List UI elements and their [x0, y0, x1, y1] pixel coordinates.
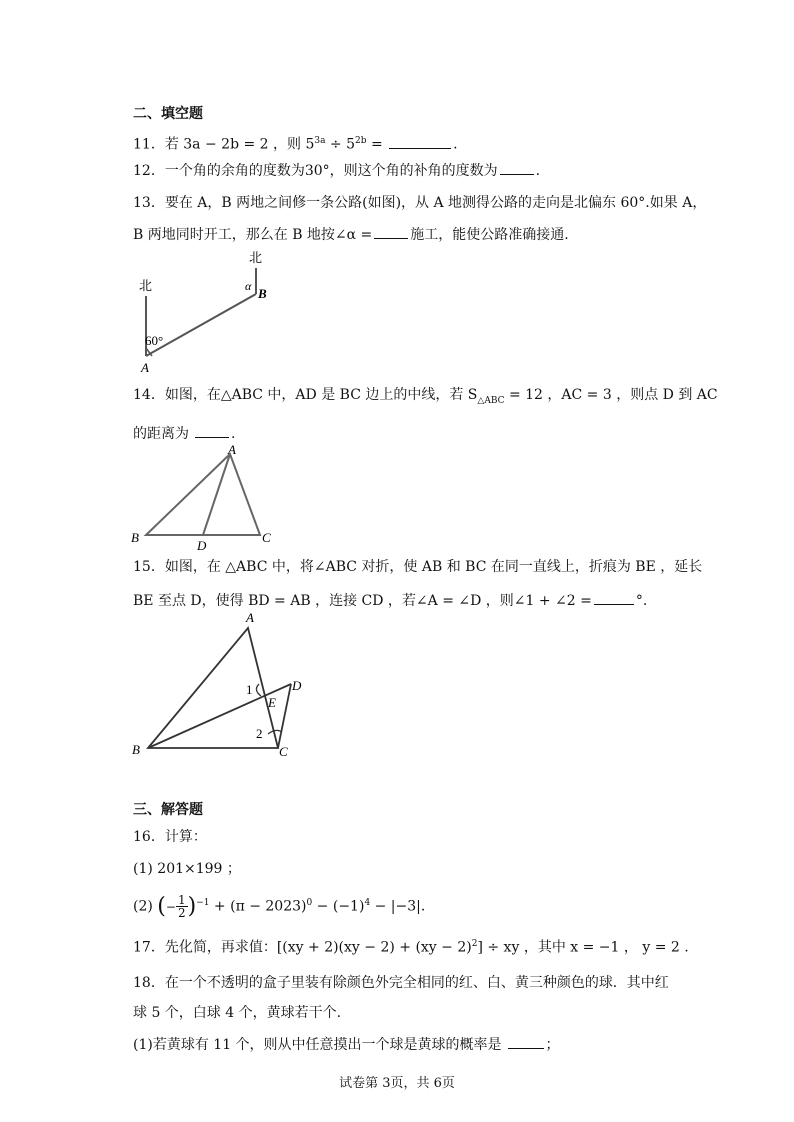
q13-line2a: B 两地同时开工，那么在 B 地按∠α =: [133, 227, 373, 243]
question-14-line2: [133, 423, 235, 444]
q11-answer-blank[interactable]: [389, 134, 451, 149]
section-heading-fill-in: 二、填空题: [133, 106, 203, 122]
figure-13-road: [130, 244, 280, 376]
figure-14-triangle: [130, 444, 280, 554]
question-15-line1: 15．如图，在 △ABC 中，将∠ABC 对折，使 AB 和 BC 在同一直线上，折痕为 BE ，延长: [133, 559, 703, 575]
q18-answer-blank[interactable]: [508, 1034, 544, 1049]
q16-part2-d: − (−1): [312, 898, 365, 915]
q11-pre: 若 3a − 2b = 2 ，则 5: [164, 136, 315, 153]
question-15-line2: [133, 590, 647, 611]
q15-answer-blank[interactable]: [594, 590, 634, 605]
q15-line2a: BE 至点 D，使得 BD = AB ，连接 CD ，若∠A = ∠D ，则∠1 + ∠2 =: [133, 593, 592, 609]
q16-left-paren: (: [157, 893, 166, 919]
q12-answer-blank[interactable]: [500, 160, 534, 175]
question-16-part1: (1) 201×199 ；: [133, 861, 241, 877]
question-14-line1: [133, 385, 718, 411]
q11-number: 11．: [133, 136, 165, 153]
q17-d: ] ÷ xy ，其中 x = −1 ， y = 2 .: [477, 939, 689, 956]
q16-part2-b: + (π − 2023): [213, 898, 307, 915]
q12-text: 12．一个角的余角的度数为30°，则这个角的补角的度数为: [133, 163, 498, 179]
question-11: [133, 131, 458, 155]
fig15-point-a: A: [246, 610, 254, 625]
q16-part2-f: − |−3|.: [370, 898, 426, 915]
question-16-title: 16．计算：: [133, 829, 207, 845]
question-17: [133, 934, 689, 958]
fig14-triangle-abc: [146, 454, 260, 535]
q17-exp2: 2: [471, 939, 478, 949]
q18-end: ；: [545, 1037, 560, 1053]
fig13-north-label-a: 北: [139, 278, 153, 293]
fig15-point-c: C: [279, 744, 288, 759]
page-footer: 试卷第 3页，共 6页: [339, 1076, 455, 1091]
fig15-angle1-label: 1: [246, 682, 253, 697]
q13-answer-blank[interactable]: [374, 224, 408, 239]
q14-line2: 的距离为: [133, 426, 189, 442]
section-heading-solve: 三、解答题: [133, 802, 203, 818]
q13-line2b: 施工，能使公路准确接通.: [410, 227, 569, 243]
fig15-angle1-arc: [256, 684, 261, 696]
q12-end: .: [535, 163, 541, 179]
fig15-segment-cd: [278, 684, 291, 748]
fig13-point-a: A: [141, 360, 149, 375]
fig13-point-b: B: [258, 286, 267, 301]
q14-line1b: △ABC 中，AD 是 BC 边上的中线，若 S: [220, 387, 478, 403]
q14-line1a: 14．如图，在: [133, 387, 221, 403]
q16-right-paren: ): [187, 893, 197, 919]
q14-line1c: = 12 ，AC = 3 ，则点 D 到 AC: [504, 387, 718, 403]
fig14-point-c: C: [262, 530, 271, 545]
question-13-line1: 13．要在 A，B 两地之间修一条公路(如图)，从 A 地测得公路的走向是北偏东 60°.如果 A，: [133, 195, 707, 211]
question-18-line3: [133, 1034, 560, 1055]
q18-line3: (1)若黄球有 11 个，则从中任意摸出一个球是黄球的概率是: [133, 1037, 502, 1053]
q17-b: [(xy + 2)(xy − 2) + (xy − 2): [276, 939, 472, 956]
q11-exp1: 3a: [314, 136, 326, 146]
q16-part2-label: (2): [133, 898, 153, 915]
q17-a: 17．先化简，再求值：: [133, 939, 277, 956]
q11-exp2: 2b: [355, 136, 367, 146]
fig13-north-label-b: 北: [249, 250, 263, 265]
q11-mid: ÷ 5: [325, 136, 356, 153]
figure-15-triangle: [128, 612, 318, 762]
fig14-point-b: B: [131, 530, 139, 545]
q14-end: .: [231, 426, 236, 442]
fig14-point-d: D: [197, 538, 207, 553]
question-18-line1: 18．在一个不透明的盒子里装有除颜色外完全相同的红、白、黄三种颜色的球．其中红: [133, 975, 669, 991]
fig15-angle2-label: 2: [256, 726, 263, 741]
question-18-line2: 球 5 个，白球 4 个，黄球若干个.: [133, 1005, 342, 1021]
q15-line2b: °.: [635, 593, 648, 609]
fig15-point-e: E: [268, 695, 276, 710]
q11-post: =: [366, 136, 383, 153]
q16-fraction: − $\frac{1}{2}$: [165, 893, 186, 921]
q11-end: .: [453, 136, 458, 153]
fig15-point-b: B: [132, 742, 140, 757]
question-13-line2: [133, 224, 569, 245]
fig13-angle-label: 60°: [145, 333, 164, 348]
fig13-alpha-label: α: [245, 279, 252, 293]
question-16-part2: (2) (− $\frac{1}{2}$ )$^{-1} + (\pi - 2023)^0 - (-1)^4 - |-3|$.: [133, 893, 426, 921]
question-12: [133, 160, 540, 181]
fig15-point-d: D: [292, 678, 302, 693]
q14-answer-blank[interactable]: [195, 423, 229, 438]
q14-sub: △ABC: [477, 395, 505, 406]
q16-exp0: 0: [306, 898, 313, 908]
q16-exp4: 4: [364, 898, 371, 908]
fig14-point-a: A: [228, 442, 236, 457]
